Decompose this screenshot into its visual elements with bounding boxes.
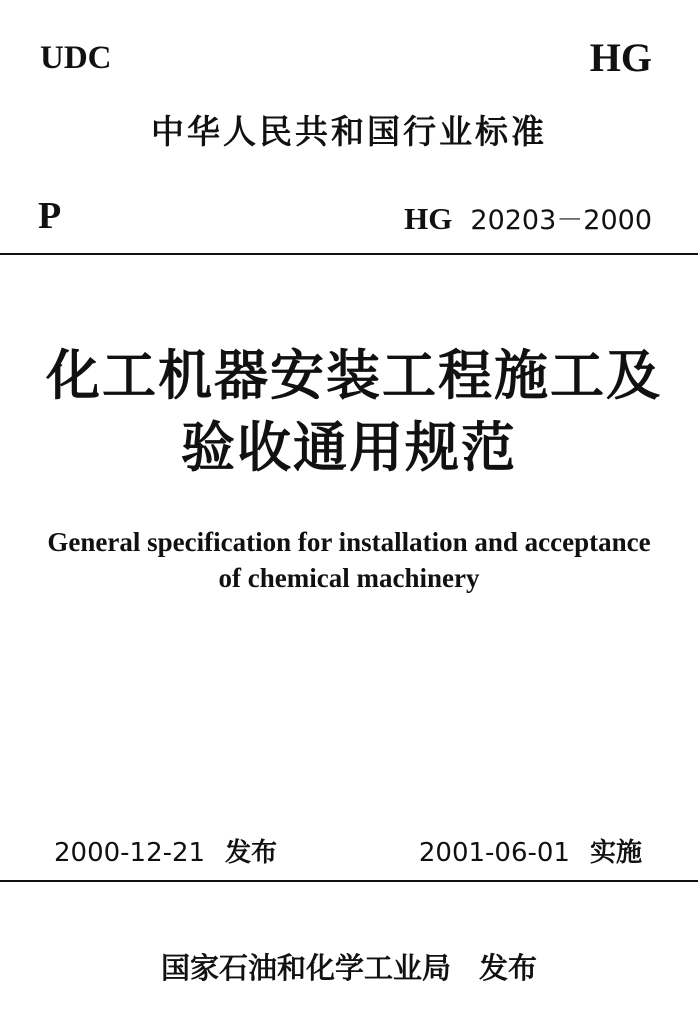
standard-number xyxy=(404,198,652,237)
issuing-title: 中华人民共和国行业标准 xyxy=(151,112,547,151)
implement-date: 2001-06-01 xyxy=(418,838,570,868)
implement-info xyxy=(419,832,642,869)
publisher-name: 国家石油和化学工业局 xyxy=(160,951,451,985)
release-word: 发布 xyxy=(225,838,278,868)
document-title-cn xyxy=(0,340,698,484)
document-title-en xyxy=(0,524,698,596)
top-divider xyxy=(0,253,698,255)
implement-word: 实施 xyxy=(589,838,642,868)
standard-prefix: HG xyxy=(404,201,453,236)
bottom-divider xyxy=(0,880,698,882)
category-code: P xyxy=(38,195,62,237)
udc-label: UDC xyxy=(40,40,112,76)
publish-word: 发布 xyxy=(479,951,538,985)
release-info xyxy=(54,832,277,869)
title-cn-line2: 验收通用规范 xyxy=(181,418,517,478)
standard-number-value: 20203－2000 xyxy=(470,205,652,236)
title-cn-line1: 化工机器安装工程施工及 xyxy=(46,346,662,406)
title-en-line2: of chemical machinery xyxy=(218,563,480,593)
publisher-line xyxy=(0,946,698,987)
hg-mark: HG xyxy=(589,35,652,80)
title-en-line1: General specification for installation and acceptance xyxy=(47,527,651,557)
release-date: 2000-12-21 xyxy=(54,838,206,868)
